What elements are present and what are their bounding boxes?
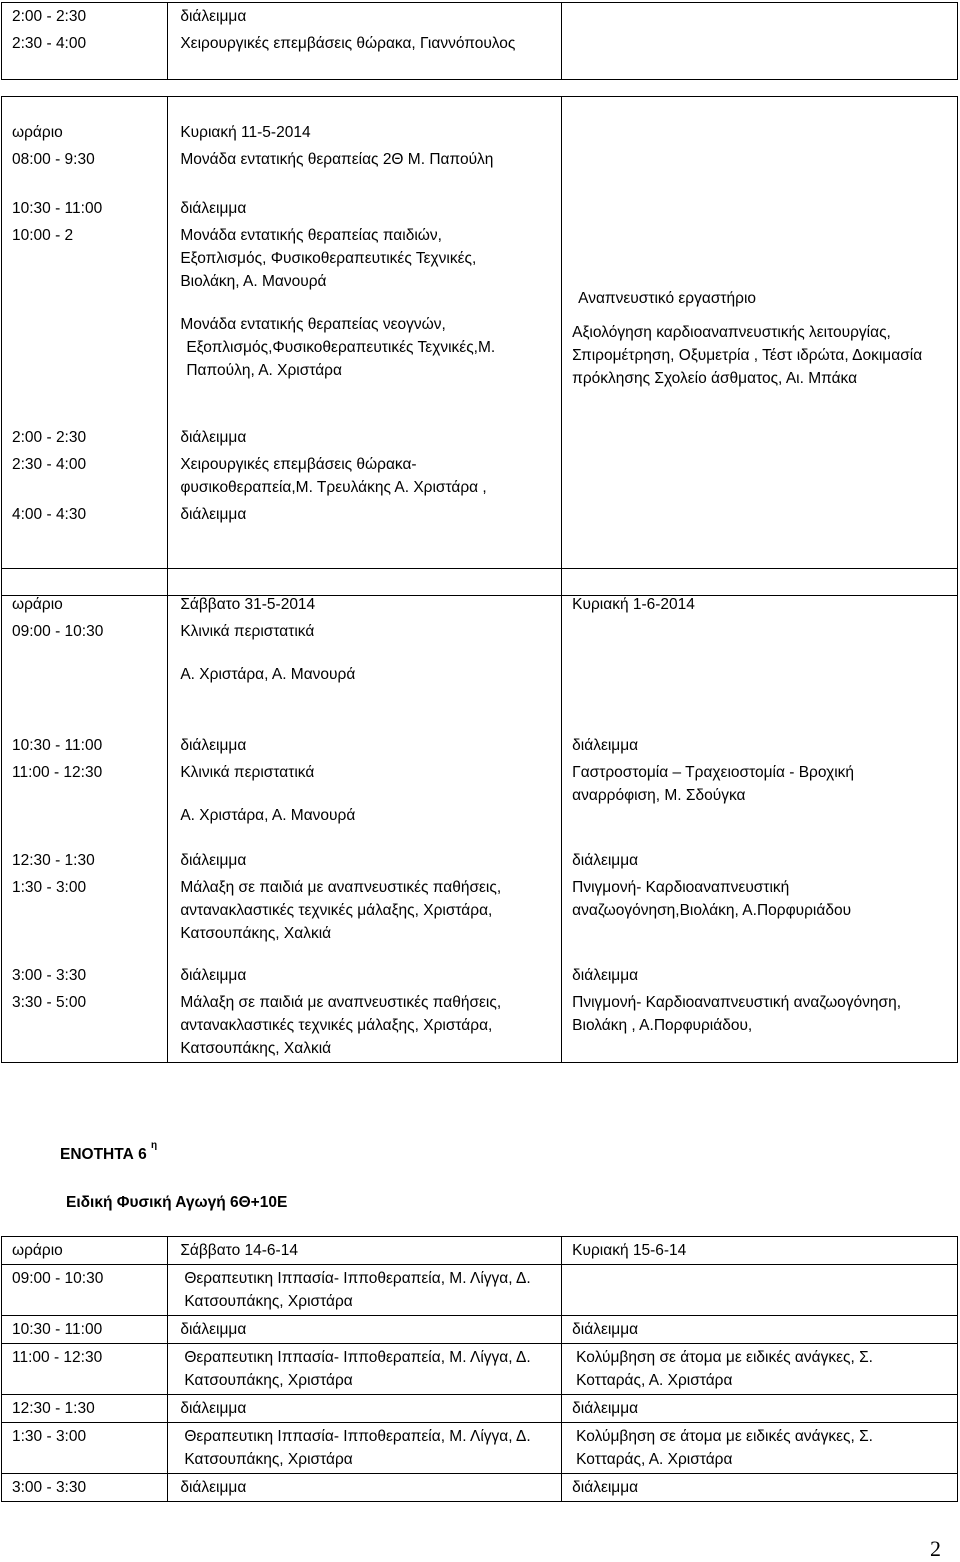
header-day-cell — [168, 1237, 562, 1265]
activity-label: Μάλαξη σε παιδιά με αναπνευστικές παθήσεις, αντανακλαστικές τεχνικές μάλαξης, Χριστάρα, Κατσουπάκης, Χαλκιά — [180, 994, 502, 1057]
time-cell — [2, 759, 168, 847]
activity-cell — [168, 1474, 562, 1502]
schedule-table-14-6 — [1, 1236, 958, 1502]
activity-cell — [168, 222, 562, 412]
table-row — [2, 962, 958, 989]
header-time-cell — [2, 1237, 168, 1265]
time-cell — [2, 1474, 168, 1502]
time-cell — [2, 146, 168, 195]
time-label: 1:30 - 3:00 — [12, 1428, 87, 1445]
activity-cell-right — [562, 989, 958, 1063]
activity-cell-right — [562, 847, 958, 874]
header-day-label: Σάββατο 14-6-14 — [180, 1242, 298, 1259]
section-title — [60, 1140, 158, 1164]
activity-label-right: διάλειμμα — [572, 737, 639, 754]
table-row — [2, 1344, 958, 1395]
right-column-cell — [562, 97, 958, 596]
activity-cell: διάλειμμα — [168, 3, 562, 31]
time-cell — [2, 618, 168, 732]
activity-cell — [168, 618, 562, 732]
schedule-table-top — [1, 2, 958, 80]
time-label: 08:00 - 9:30 — [12, 151, 95, 168]
header-time-cell — [2, 97, 168, 147]
section-title-sup: η — [151, 1140, 158, 1151]
time-cell — [2, 962, 168, 989]
header-day-cell — [168, 569, 562, 619]
activity-cell — [168, 1265, 562, 1316]
section-title-text: ΕΝΟΤΗΤΑ 6 — [60, 1146, 147, 1163]
activity-label: Κλινικά περιστατικά — [180, 764, 315, 781]
lab-description: Αξιολόγηση καρδιοαναπνευστικής λειτουργίας, Σπιρομέτρηση, Οξυμετρία , Τέστ ιδρώτα, Δοκιμασία πρόκλησης Σχολείο άσθματος, Αι. Μπάκα — [572, 324, 923, 387]
schedule-table-31-5 — [1, 568, 958, 1063]
time-label: 4:00 - 4:30 — [12, 506, 87, 523]
time-label: 3:00 - 3:30 — [12, 1479, 87, 1496]
activity-cell-right — [562, 759, 958, 847]
table-row — [2, 618, 958, 732]
activity-cell-right — [562, 1316, 958, 1344]
activity-cell-right — [562, 3, 958, 80]
activity-cell-right — [562, 1423, 958, 1474]
activity-cell — [168, 451, 562, 501]
time-cell — [2, 195, 168, 222]
header-time-label: ωράριο — [12, 124, 63, 141]
time-label: 10:00 - 2 — [12, 227, 74, 244]
activity-cell-right — [562, 1344, 958, 1395]
activity-label-right: διάλειμμα — [572, 1479, 639, 1496]
nicu-session: Μονάδα εντατικής θεραπείας νεογνών, Εξοπλισμός,Φυσικοθεραπευτικές Τεχνικές,Μ. Παπούλη, Α. Χριστάρα — [180, 316, 496, 379]
activity-label: διάλειμμα — [180, 1479, 247, 1496]
activity-cell — [168, 962, 562, 989]
activity-label-right: Πνιγμονή- Καρδιοαναπνευστική αναζωογόνηση, Βιολάκη , Α.Πορφυριάδου, — [572, 994, 902, 1034]
time-label: 3:30 - 5:00 — [12, 994, 87, 1011]
activity-cell-right — [562, 1474, 958, 1502]
activity-label-right: διάλειμμα — [572, 1400, 639, 1417]
time-label: 09:00 - 10:30 — [12, 1270, 104, 1287]
header-day-label-right: Κυριακή 1-6-2014 — [572, 596, 695, 613]
header-day-label-right: Κυριακή 15-6-14 — [572, 1242, 687, 1259]
time-cell — [2, 1316, 168, 1344]
picu-session: Μονάδα εντατικής θεραπείας παιδιών, Εξοπλισμός, Φυσικοθεραπευτικές Τεχνικές, Βιολάκη, Α. Μανουρά — [180, 227, 477, 290]
time-cell — [2, 1344, 168, 1395]
activity-cell — [168, 1395, 562, 1423]
time-cell — [2, 412, 168, 451]
activity-cell — [168, 1423, 562, 1474]
time-cell — [2, 451, 168, 501]
table-row — [2, 1474, 958, 1502]
time-cell — [2, 847, 168, 874]
activity-label: Μάλαξη σε παιδιά με αναπνευστικές παθήσεις, αντανακλαστικές τεχνικές μάλαξης, Χριστάρα, Κατσουπάκης, Χαλκιά — [180, 879, 502, 942]
activity-label: Θεραπευτικη Ιππασία- Ιπποθεραπεία, Μ. Λίγγα, Δ. Κατσουπάκης, Χριστάρα — [184, 1349, 531, 1389]
activity-label: διάλειμμα — [180, 506, 247, 523]
table-row — [2, 1316, 958, 1344]
table-row — [2, 989, 958, 1063]
activity-cell-right — [562, 618, 958, 732]
header-day-cell — [168, 97, 562, 147]
activity-label-right: Κολύμβηση σε άτομα με ειδικές ανάγκες, Σ. Κοτταράς, Α. Χριστάρα — [576, 1428, 873, 1468]
lab-title: Αναπνευστικό εργαστήριο — [578, 290, 757, 307]
activity-label-right: Πνιγμονή- Καρδιοαναπνευστική αναζωογόνηση,Βιολάκη, Α.Πορφυριάδου — [572, 879, 852, 919]
table-row — [2, 874, 958, 962]
header-time-cell — [2, 569, 168, 619]
page-number: 2 — [930, 1536, 941, 1561]
instructors-label: Α. Χριστάρα, Α. Μανουρά — [180, 807, 356, 824]
activity-cell — [168, 874, 562, 962]
activity-label-right: Κολύμβηση σε άτομα με ειδικές ανάγκες, Σ. Κοτταράς, Α. Χριστάρα — [576, 1349, 873, 1389]
time-label: 09:00 - 10:30 — [12, 623, 104, 640]
time-label: 1:30 - 3:00 — [12, 879, 87, 896]
header-day-cell-right — [562, 569, 958, 619]
schedule-table-sunday-11-5 — [1, 96, 958, 596]
time-label: 11:00 - 12:30 — [12, 1349, 103, 1366]
activity-label: διάλειμμα — [180, 1321, 247, 1338]
table-row — [2, 569, 958, 619]
table-row — [2, 732, 958, 759]
activity-label: διάλειμμα — [180, 429, 247, 446]
time-cell — [2, 1395, 168, 1423]
table-row — [2, 97, 958, 147]
activity-cell — [168, 1316, 562, 1344]
activity-cell — [168, 732, 562, 759]
time-label: 12:30 - 1:30 — [12, 852, 95, 869]
time-cell — [2, 732, 168, 759]
activity-cell-right — [562, 1395, 958, 1423]
activity-cell — [168, 412, 562, 451]
instructors-label: Α. Χριστάρα, Α. Μανουρά — [180, 666, 356, 683]
activity-label: διάλειμμα — [180, 967, 247, 984]
activity-cell-right — [562, 962, 958, 989]
time-cell — [2, 222, 168, 412]
activity-cell — [168, 989, 562, 1063]
time-cell: 2:00 - 2:30 — [2, 3, 168, 31]
activity-cell-right — [562, 1265, 958, 1316]
activity-label: Θεραπευτικη Ιππασία- Ιπποθεραπεία, Μ. Λίγγα, Δ. Κατσουπάκης, Χριστάρα — [184, 1270, 531, 1310]
section-subtitle: Ειδική Φυσική Αγωγή 6Θ+10Ε — [66, 1194, 288, 1211]
activity-label: διάλειμμα — [180, 1400, 247, 1417]
header-day-label: Σάββατο 31-5-2014 — [180, 596, 316, 613]
table-row — [2, 847, 958, 874]
activity-cell — [168, 847, 562, 874]
activity-cell: Χειρουργικές επεμβάσεις θώρακα, Γιαννόπουλος — [168, 30, 562, 80]
table-row — [2, 1237, 958, 1265]
activity-label-right: διάλειμμα — [572, 967, 639, 984]
time-label: 10:30 - 11:00 — [12, 200, 103, 217]
activity-cell — [168, 1344, 562, 1395]
activity-label: Κλινικά περιστατικά — [180, 623, 315, 640]
table-row — [2, 3, 958, 31]
activity-cell — [168, 759, 562, 847]
table-row — [2, 1395, 958, 1423]
time-cell: 2:30 - 4:00 — [2, 30, 168, 80]
activity-label: διάλειμμα — [180, 852, 247, 869]
time-label: 12:30 - 1:30 — [12, 1400, 95, 1417]
table-row — [2, 759, 958, 847]
activity-label-right: διάλειμμα — [572, 1321, 639, 1338]
activity-cell-right — [562, 732, 958, 759]
activity-label: διάλειμμα — [180, 737, 247, 754]
time-cell — [2, 989, 168, 1063]
header-time-label: ωράριο — [12, 1242, 63, 1259]
activity-cell — [168, 146, 562, 195]
table-row — [2, 1265, 958, 1316]
time-label: 10:30 - 11:00 — [12, 1321, 103, 1338]
activity-label: διάλειμμα — [180, 200, 247, 217]
activity-label: Θεραπευτικη Ιππασία- Ιπποθεραπεία, Μ. Λίγγα, Δ. Κατσουπάκης, Χριστάρα — [184, 1428, 531, 1468]
time-cell — [2, 1265, 168, 1316]
activity-label-right: Γαστροστομία – Τραχειοστομία - Βροχική αναρρόφιση, Μ. Σδούγκα — [572, 764, 855, 804]
header-day-cell-right — [562, 1237, 958, 1265]
header-day-label: Κυριακή 11-5-2014 — [180, 124, 311, 141]
header-time-label: ωράριο — [12, 596, 63, 613]
time-cell — [2, 874, 168, 962]
time-label: 3:00 - 3:30 — [12, 967, 87, 984]
activity-cell-right — [562, 874, 958, 962]
table-row — [2, 1423, 958, 1474]
time-cell — [2, 1423, 168, 1474]
activity-label: Μονάδα εντατικής θεραπείας 2Θ Μ. Παπούλη — [180, 151, 494, 168]
activity-label-right: διάλειμμα — [572, 852, 639, 869]
activity-label: Χειρουργικές επεμβάσεις θώρακα-φυσικοθεραπεία,Μ. Τρευλάκης Α. Χριστάρα , — [180, 456, 487, 496]
time-label: 10:30 - 11:00 — [12, 737, 103, 754]
activity-cell — [168, 195, 562, 222]
time-label: 11:00 - 12:30 — [12, 764, 103, 781]
time-label: 2:00 - 2:30 — [12, 429, 87, 446]
time-label: 2:30 - 4:00 — [12, 456, 87, 473]
